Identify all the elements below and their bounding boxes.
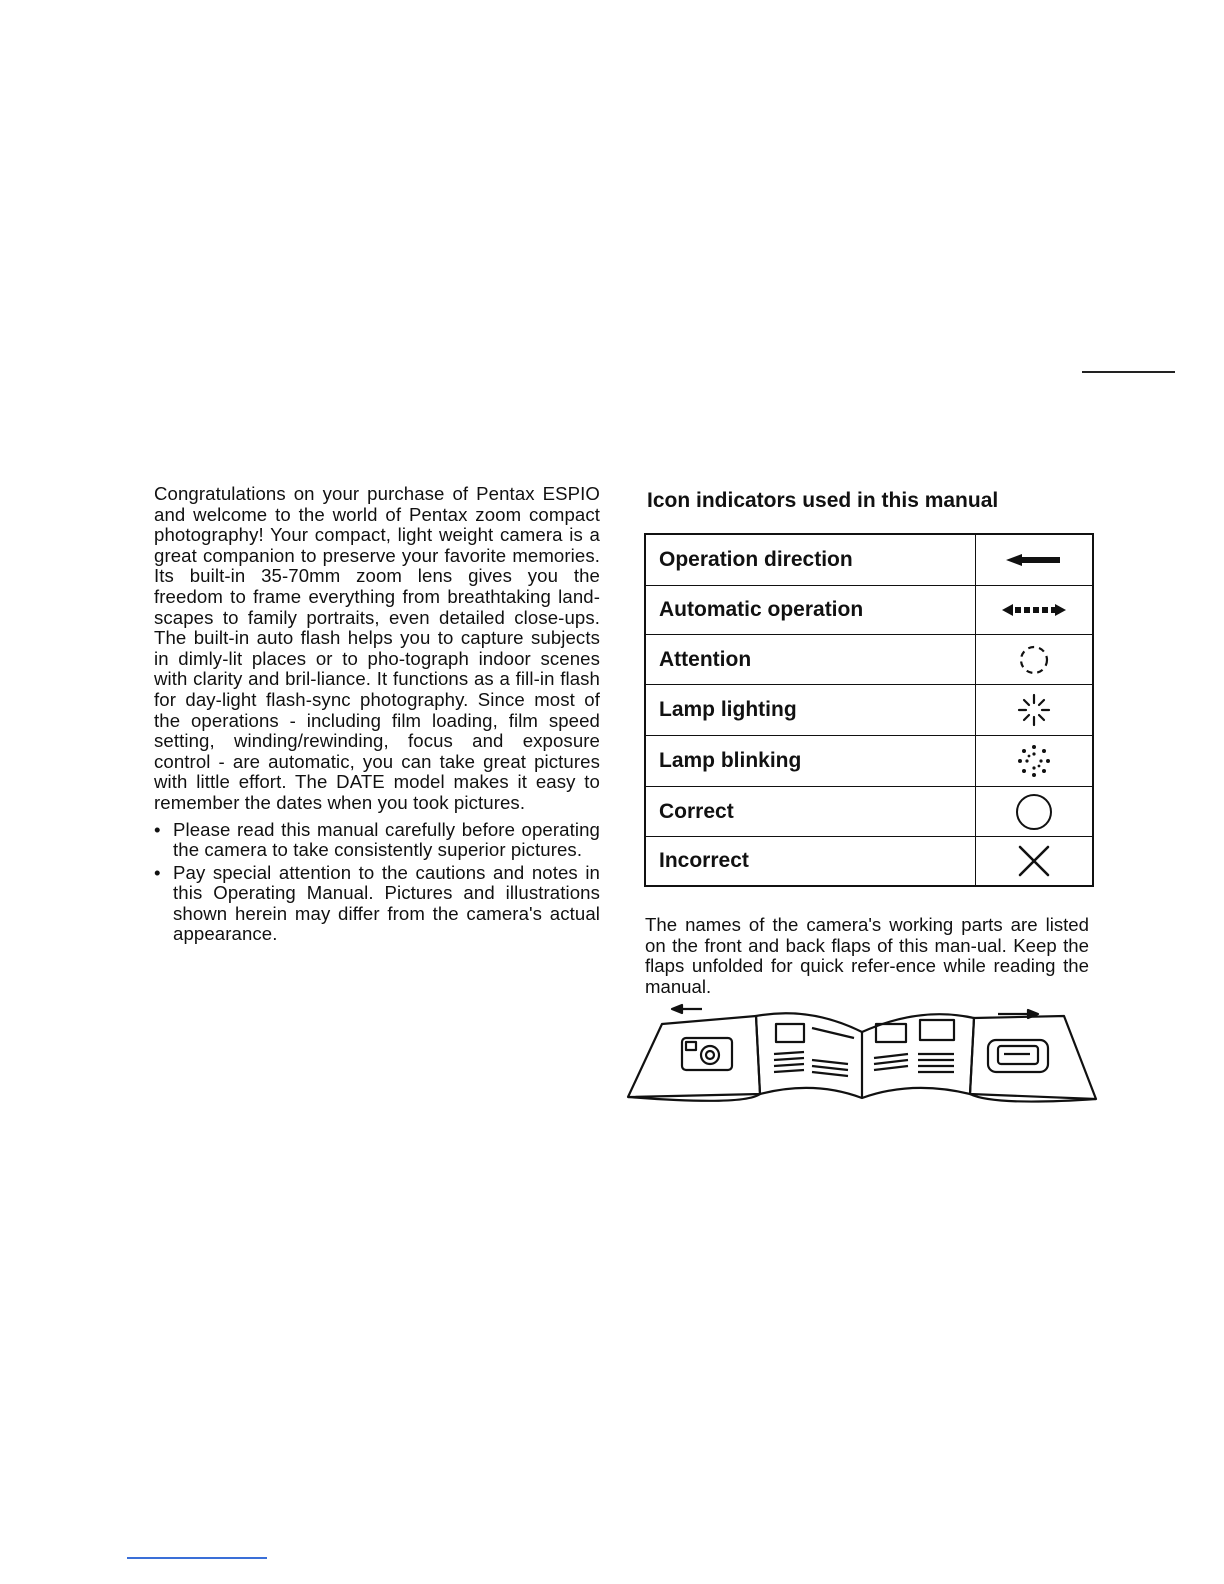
icon-cell: [976, 586, 1094, 635]
icon-cell: [976, 685, 1094, 736]
table-row: [645, 787, 1093, 837]
icon-cell: [976, 837, 1094, 887]
attention-label: Attention: [645, 635, 976, 685]
arrow-left-icon: [1004, 552, 1064, 568]
cross-icon: [1016, 843, 1052, 879]
correct-label: Correct: [645, 787, 976, 837]
icon-cell: [976, 787, 1094, 837]
icon-indicators-table: [644, 533, 1094, 887]
bullet-text: Please read this manual carefully before operating the camera to take consistently superior pictures.: [173, 818, 600, 861]
lamp-blinking-label: Lamp blinking: [645, 736, 976, 787]
unfolded-manual-illustration: [624, 1002, 1100, 1104]
top-right-rule: [1082, 371, 1175, 373]
lamp-lighting-label: Lamp lighting: [645, 685, 976, 736]
icon-indicators-heading: Icon indicators used in this manual: [647, 489, 999, 512]
table-row: [645, 586, 1093, 635]
lamp-lighting-icon: [1016, 692, 1052, 728]
table-row: [645, 736, 1093, 787]
intro-column: [154, 484, 600, 947]
flaps-note: The names of the camera's working parts are listed on the front and back flaps of this man-ual. Keep the flaps unfolded for quick refer-ence while reading the manual.: [645, 914, 1089, 997]
dashed-circle-icon: [1017, 643, 1051, 677]
automatic-operation-label: Automatic operation: [645, 586, 976, 635]
bottom-left-rule: [127, 1557, 267, 1559]
intro-bullets: [154, 820, 600, 946]
table-row: [645, 635, 1093, 685]
dashed-double-arrow-icon: [1001, 602, 1067, 618]
lamp-blinking-icon: [1016, 743, 1052, 779]
icon-cell: [976, 635, 1094, 685]
icon-cell: [976, 534, 1094, 586]
table-row: [645, 837, 1093, 887]
bullet-item: [154, 820, 600, 861]
intro-paragraph: Congratulations on your purchase of Pentax ESPIO and welcome to the world of Pentax zoom compact photography! Your compact, light weight camera is a great companion to preserve your favorite memories. Its built-in 35-70mm zoom lens gives you the freedom to frame everything from breathtaking land-scapes to family portraits, even detailed close-ups. The built-in auto flash helps you to capture subjects in dimly-lit places or to pho-tograph indoor scenes with clarity and bril-liance. It functions as a fill-in flash for day-light flash-sync photography. Since most of the operations - including film loading, film speed setting, winding/rewinding, focus and exposure control - are automatic, you can take great pictures with little effort. The DATE model makes it easy to remember the dates when you took pictures.: [154, 483, 600, 813]
circle-icon: [1014, 792, 1054, 832]
bullet-icon: •: [154, 818, 161, 840]
icon-cell: [976, 736, 1094, 787]
incorrect-label: Incorrect: [645, 837, 976, 887]
bullet-text: Pay special attention to the cautions and notes in this Operating Manual. Pictures and illustrations shown herein may differ from the camera's actual appearance.: [173, 861, 600, 945]
operation-direction-label: Operation direction: [645, 534, 976, 586]
bullet-item: [154, 863, 600, 945]
table-row: [645, 534, 1093, 586]
bullet-icon: •: [154, 861, 161, 883]
table-row: [645, 685, 1093, 736]
